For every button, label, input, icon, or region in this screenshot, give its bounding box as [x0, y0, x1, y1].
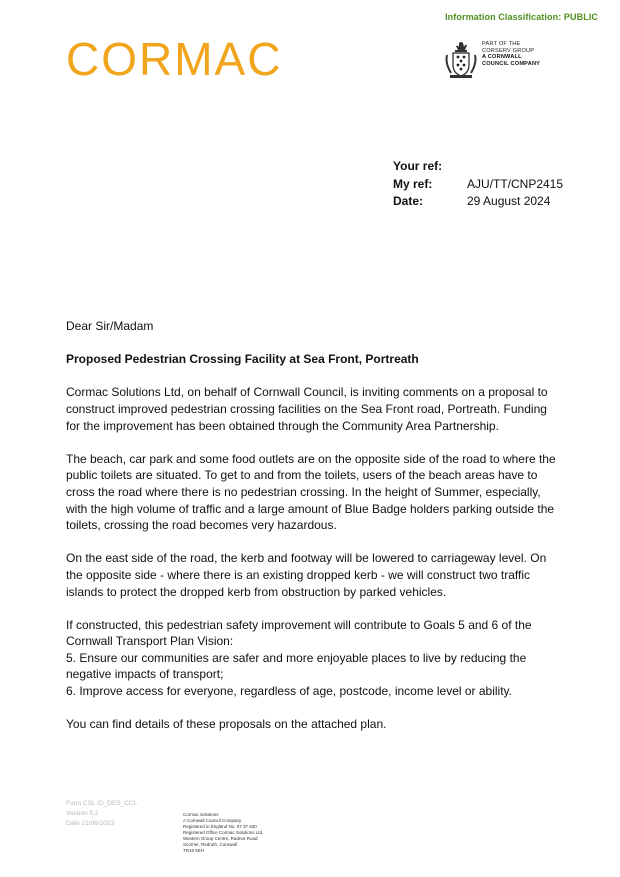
reference-block — [393, 158, 563, 211]
postcode: TR16 5EH — [183, 848, 205, 853]
goals-intro: If constructed, this pedestrian safety improvement will contribute to Goals 5 and 6 of the Cornwall Transport Plan Vision: — [66, 617, 532, 649]
your-ref-label: Your ref: — [393, 159, 443, 173]
goal-5: 5. Ensure our communities are safer and more enjoyable places to live by reducing the negative impacts of transport; — [66, 650, 527, 682]
date-label: Date: — [393, 194, 424, 208]
crest-caption — [482, 41, 540, 67]
registered-office: Registered Office Cormac Solutions Ltd, — [183, 830, 264, 835]
council-crest-block — [444, 41, 540, 79]
my-ref-row — [393, 176, 563, 194]
letter-body — [66, 318, 560, 749]
cormac-logo: CORMAC — [66, 33, 283, 85]
address-line-1: Western Group Centre, Radnor Road — [183, 836, 258, 841]
paragraph-2: The beach, car park and some food outlets are on the opposite side of the road to where the public toilets are situated. To get to and from the toilets, users of the beach areas have to cross the road where there is no pedestrian crossing. In the height of Summer, especially, with the high volume of traffic and a large amount of Blue Badge holders parking outside the toilets, crossing the road becomes very hazardous. — [66, 451, 556, 533]
paragraph-4 — [66, 617, 560, 650]
cornwall-crest-icon — [444, 41, 478, 79]
form-version: Version 5.2 — [66, 810, 99, 817]
date-value: 29 August 2024 — [467, 194, 551, 208]
paragraph-3: On the east side of the road, the kerb and footway will be lowered to carriageway level. On the opposite side - where there is an existing dropped kerb - we will construct two traffic islands to protect the dropped kerb from obstruction by parked vehicles. — [66, 551, 547, 599]
crest-line-2: CORSERV GROUP — [482, 47, 535, 54]
company-desc: A Cornwall Council Company — [183, 818, 242, 823]
form-id: Form CSL ID_DES_CCL — [66, 800, 138, 807]
letter-title: Proposed Pedestrian Crossing Facility at Sea Front, Portreath — [66, 352, 419, 367]
form-date: Date 21/06/2023 — [66, 820, 115, 827]
form-info — [66, 799, 137, 829]
paragraph-1: Cormac Solutions Ltd, on behalf of Cornwall Council, is inviting comments on a proposal to construct improved pedestrian crossing facilities on the Sea Front road, Portreath. Funding for the improvement has been obtained through the Community Area Partnership. — [66, 385, 548, 433]
salutation: Dear Sir/Madam — [66, 319, 154, 333]
date-row — [393, 193, 563, 211]
crest-line-4: COUNCIL COMPANY — [482, 60, 541, 67]
your-ref-value — [467, 158, 563, 176]
your-ref-row — [393, 158, 563, 176]
address-line-2: Scorrier, Redruth, Cornwall — [183, 842, 238, 847]
my-ref-label: My ref: — [393, 176, 433, 191]
my-ref-value: AJU/TT/CNP2415 — [467, 176, 564, 191]
goal-6: 6. Improve access for everyone, regardless of age, postcode, income level or ability. — [66, 684, 512, 699]
crest-line-1: PART OF THE — [482, 41, 521, 47]
registered-number: Registered in England No. 07 37 630 — [183, 824, 257, 829]
paragraph-5: You can find details of these proposals on the attached plan. — [66, 717, 387, 732]
information-classification: Information Classification: PUBLIC — [445, 12, 598, 22]
company-registration — [183, 812, 263, 854]
crest-line-3: A CORNWALL — [482, 54, 522, 61]
company-name: Cormac Solutions — [183, 812, 219, 817]
